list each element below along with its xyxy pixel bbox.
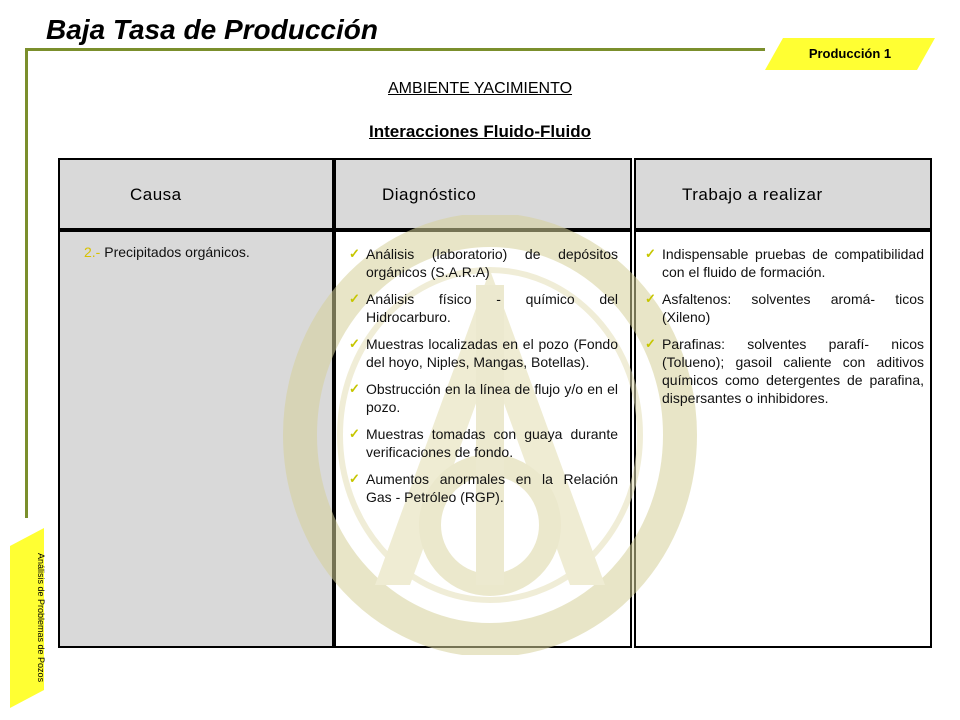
check-icon: ✓ [645,246,656,261]
section-tag [765,38,935,70]
check-icon: ✓ [349,336,360,351]
trabajo-item [640,290,924,326]
section-heading-text: AMBIENTE YACIMIENTO [387,80,573,97]
diagnostico-item-text: Obstrucción en la línea de flujo y/o en el pozo. [366,381,618,415]
trabajo-item [640,335,924,407]
section-heading [0,80,960,98]
diagnostico-item [344,380,618,416]
cause-number: 2.- [84,244,101,260]
trabajo-item [640,245,924,281]
top-frame-line [25,48,765,51]
diagnostico-item [344,245,618,281]
check-icon: ✓ [349,291,360,306]
cause-text: Precipitados orgánicos. [104,244,250,260]
trabajo-item-text: Asfaltenos: solventes aromá- ticos (Xileno) [662,291,924,325]
diagnostico-item-text: Muestras localizadas en el pozo (Fondo del hoyo, Niples, Mangas, Botellas). [366,336,618,370]
check-icon: ✓ [645,336,656,351]
trabajo-list [640,245,924,416]
diagnostico-item-text: Análisis (laboratorio) de depósitos orgánicos (S.A.R.A) [366,246,618,280]
topic-heading-text: Interacciones Fluido-Fluido [369,122,591,141]
diagnostico-item [344,290,618,326]
diagnostico-item [344,470,618,506]
diagnostico-item [344,425,618,461]
header-trabajo-label: Trabajo a realizar [682,185,823,204]
section-tag-label: Producción 1 [808,46,892,61]
check-icon: ✓ [645,291,656,306]
diagnostico-item-text: Muestras tomadas con guaya durante verificaciones de fondo. [366,426,618,460]
check-icon: ✓ [349,471,360,486]
header-causa-label: Causa [130,185,182,204]
trabajo-item-text: Indispensable pruebas de compatibilidad con el fluido de formación. [662,246,924,280]
side-tag [8,528,44,708]
diagnostico-list [344,245,618,515]
check-icon: ✓ [349,381,360,396]
topic-heading [0,122,960,142]
left-frame-line [25,48,28,518]
header-diagnostico-label: Diagnóstico [382,185,477,204]
diagnostico-item-text: Análisis físico - químico del Hidrocarburo. [366,291,618,325]
diagnostico-item [344,335,618,371]
check-icon: ✓ [349,426,360,441]
cause-entry [84,244,250,260]
trabajo-item-text: Parafinas: solventes parafí- nicos (Tolueno); gasoil caliente con aditivos químicos como detergentes de parafina, dispersantes o inhibidores. [662,336,924,406]
diagnostico-item-text: Aumentos anormales en la Relación Gas - Petróleo (RGP). [366,471,618,505]
page-title: Baja Tasa de Producción [46,14,378,45]
check-icon: ✓ [349,246,360,261]
side-tag-label: Análisis de Problemas de Pozos [36,553,46,683]
